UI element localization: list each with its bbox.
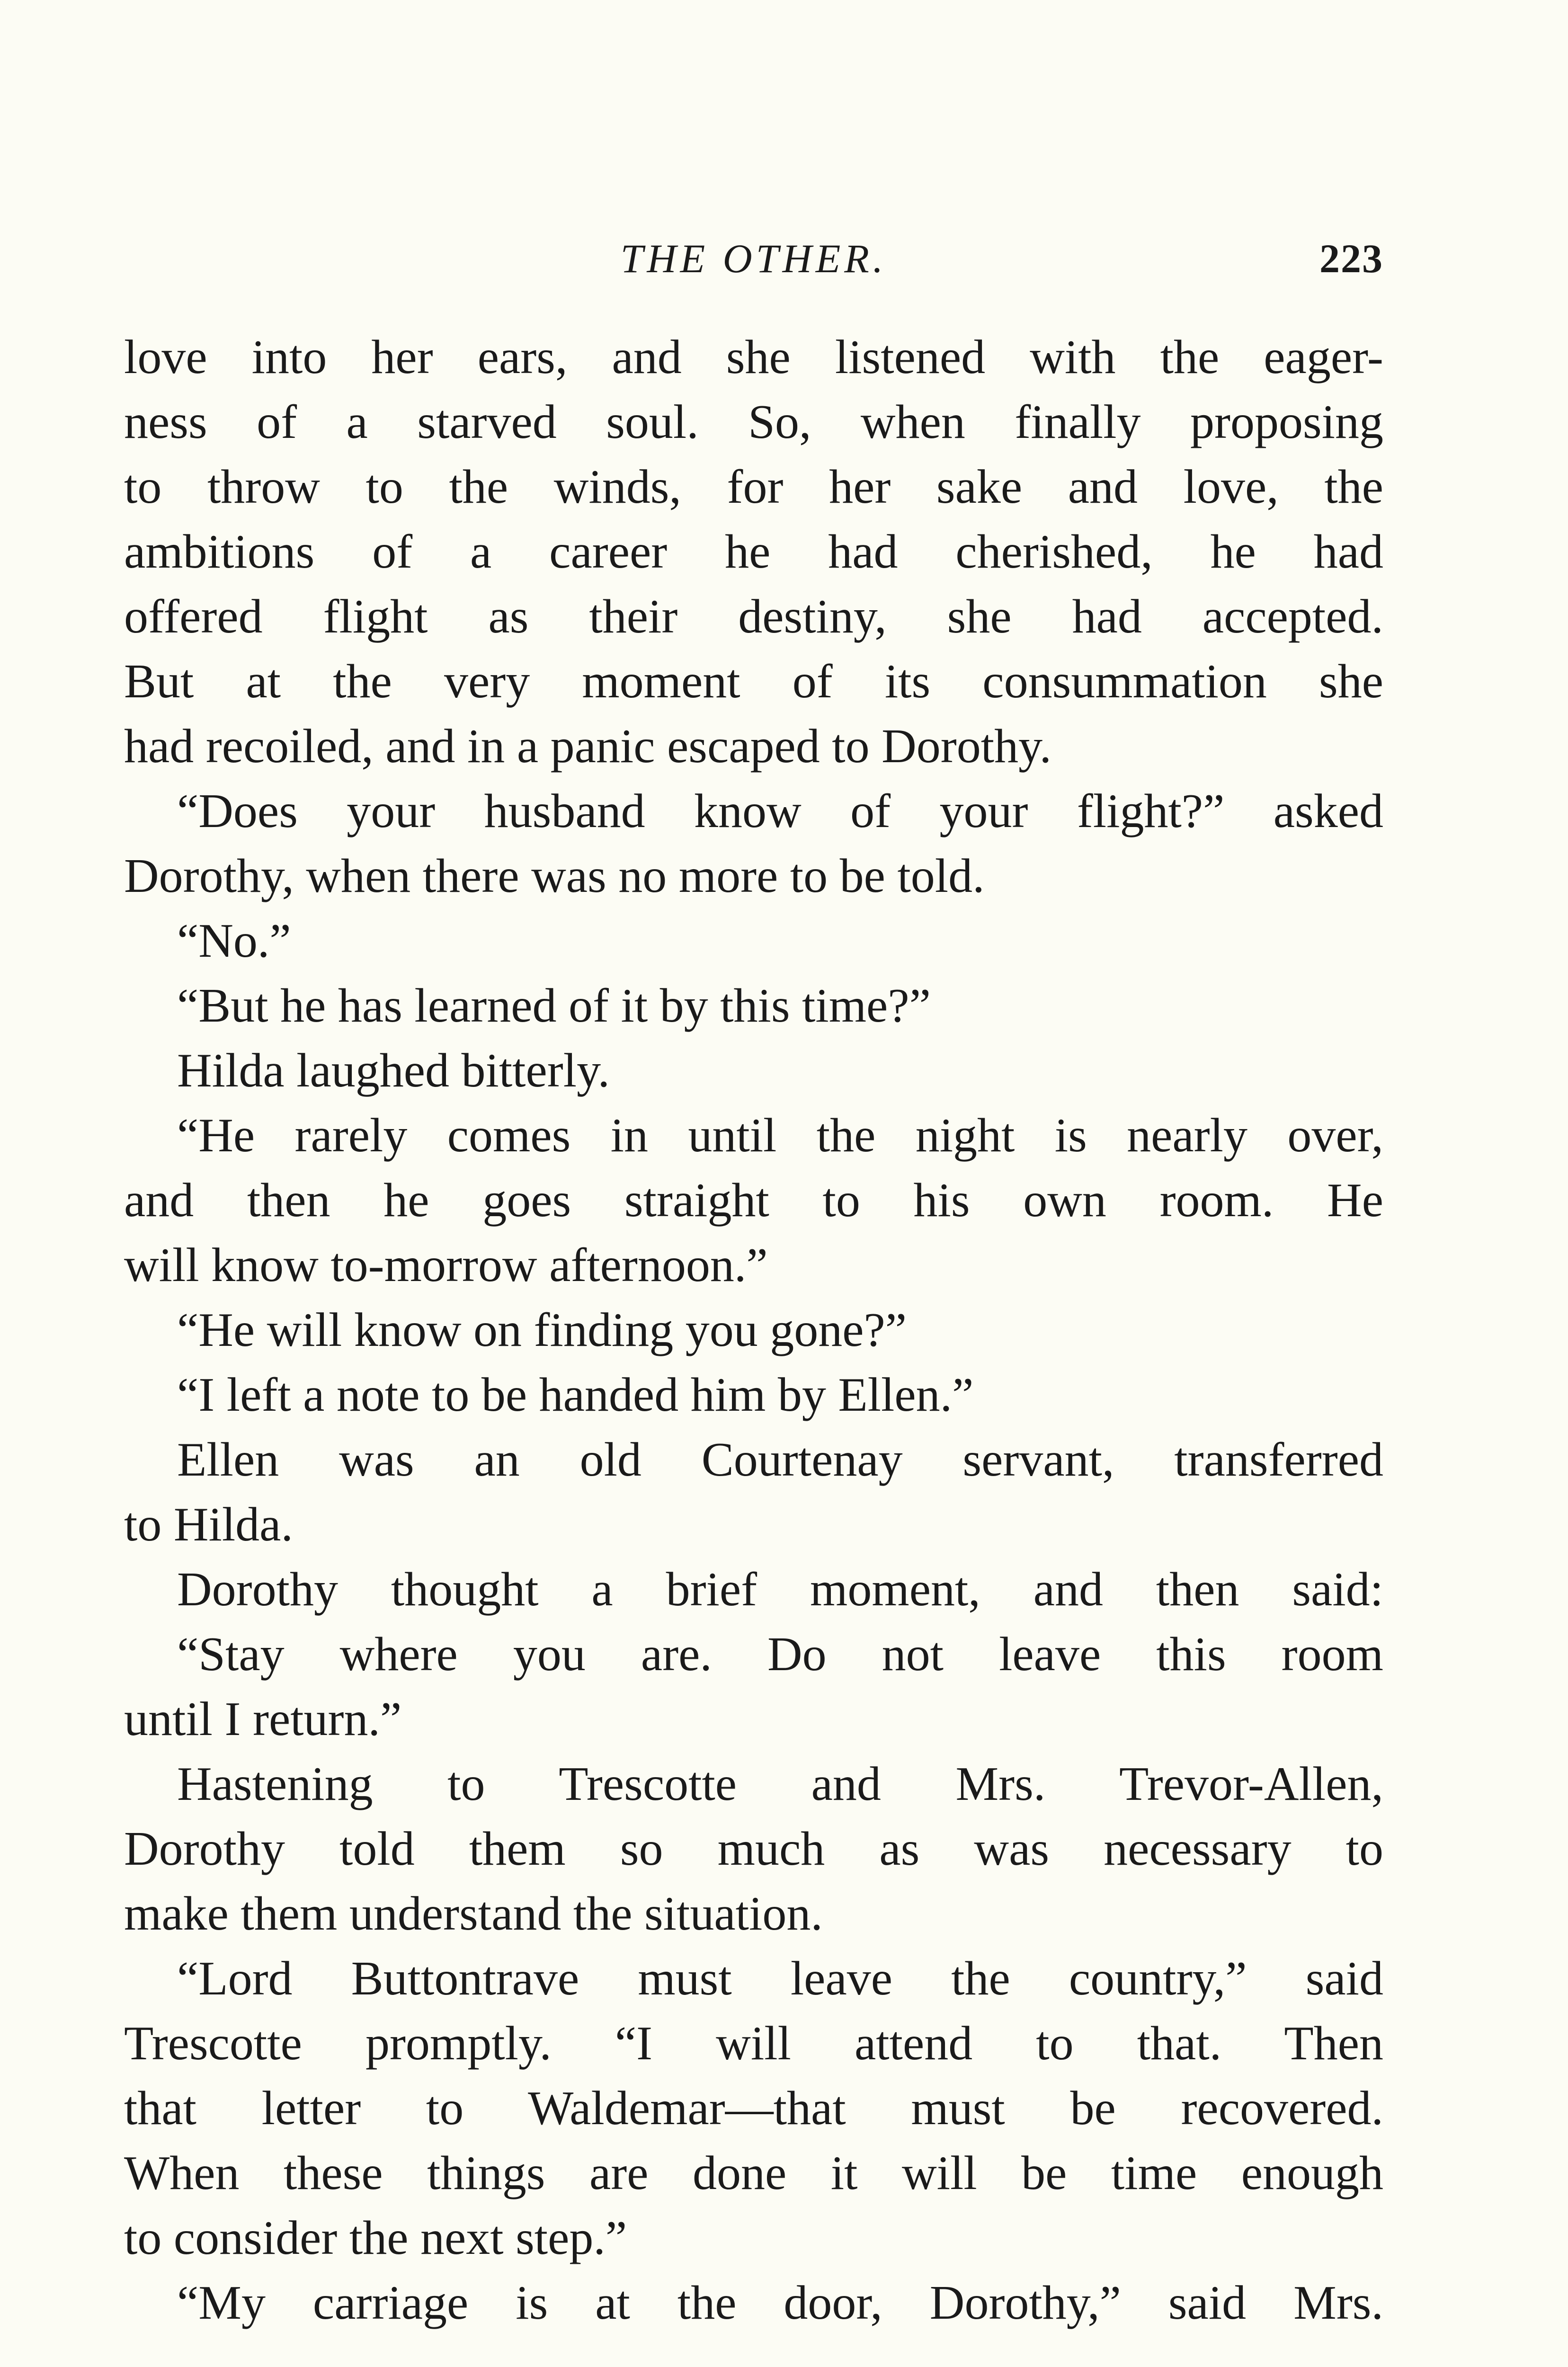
text-line: until I return.” [124, 1692, 402, 1746]
running-head [124, 230, 1383, 287]
text-line: Hastening to Trescotte and Mrs. Trevor-Allen, [177, 1757, 1383, 1811]
running-title: THE OTHER. [620, 236, 887, 281]
text-line: love into her ears, and she listened with the eager- [124, 330, 1383, 384]
text-line: “My carriage is at the door, Dorothy,” said Mrs. [177, 2276, 1383, 2330]
text-line: Dorothy told them so much as was necessary to [124, 1822, 1383, 1876]
text-line: “He will know on finding you gone?” [177, 1303, 907, 1357]
text-line: offered flight as their destiny, she had accepted. [124, 590, 1383, 643]
text-line: to throw to the winds, for her sake and love, the [124, 460, 1383, 514]
text-line: had recoiled, and in a panic escaped to Dorothy. [124, 720, 1051, 773]
text-line: When these things are done it will be time enough [124, 2146, 1383, 2200]
text-line: “No.” [177, 914, 291, 968]
text-line: to Hilda. [124, 1498, 293, 1551]
text-line: “He rarely comes in until the night is nearly over, [177, 1109, 1383, 1162]
text-line: Dorothy thought a brief moment, and then said: [177, 1563, 1383, 1616]
text-line: make them understand the situation. [124, 1887, 823, 1940]
text-line: Trescotte promptly. “I will attend to that. Then [124, 2017, 1383, 2070]
text-line: Hilda laughed bitterly. [177, 1044, 610, 1097]
body-text [124, 325, 1383, 2335]
text-line: Ellen was an old Courtenay servant, transferred [177, 1433, 1383, 1486]
text-line: “Lord Buttontrave must leave the country,” said [177, 1952, 1383, 2005]
text-line: “But he has learned of it by this time?” [177, 979, 931, 1032]
text-line: will know to-morrow afternoon.” [124, 1238, 768, 1292]
text-line: But at the very moment of its consummation she [124, 655, 1383, 708]
text-line: ness of a starved soul. So, when finally proposing [124, 395, 1383, 449]
text-line: “Does your husband know of your flight?” asked [177, 784, 1383, 838]
text-line: to consider the next step.” [124, 2211, 627, 2265]
text-line: “I left a note to be handed him by Ellen.” [177, 1368, 974, 1422]
text-line: ambitions of a career he had cherished, he had [124, 525, 1383, 578]
text-line: that letter to Waldemar—that must be recovered. [124, 2082, 1383, 2135]
text-line: Dorothy, when there was no more to be told. [124, 849, 985, 903]
text-line: and then he goes straight to his own room. He [124, 1174, 1383, 1227]
text-line: “Stay where you are. Do not leave this room [177, 1628, 1383, 1681]
page-number: 223 [1319, 236, 1383, 281]
